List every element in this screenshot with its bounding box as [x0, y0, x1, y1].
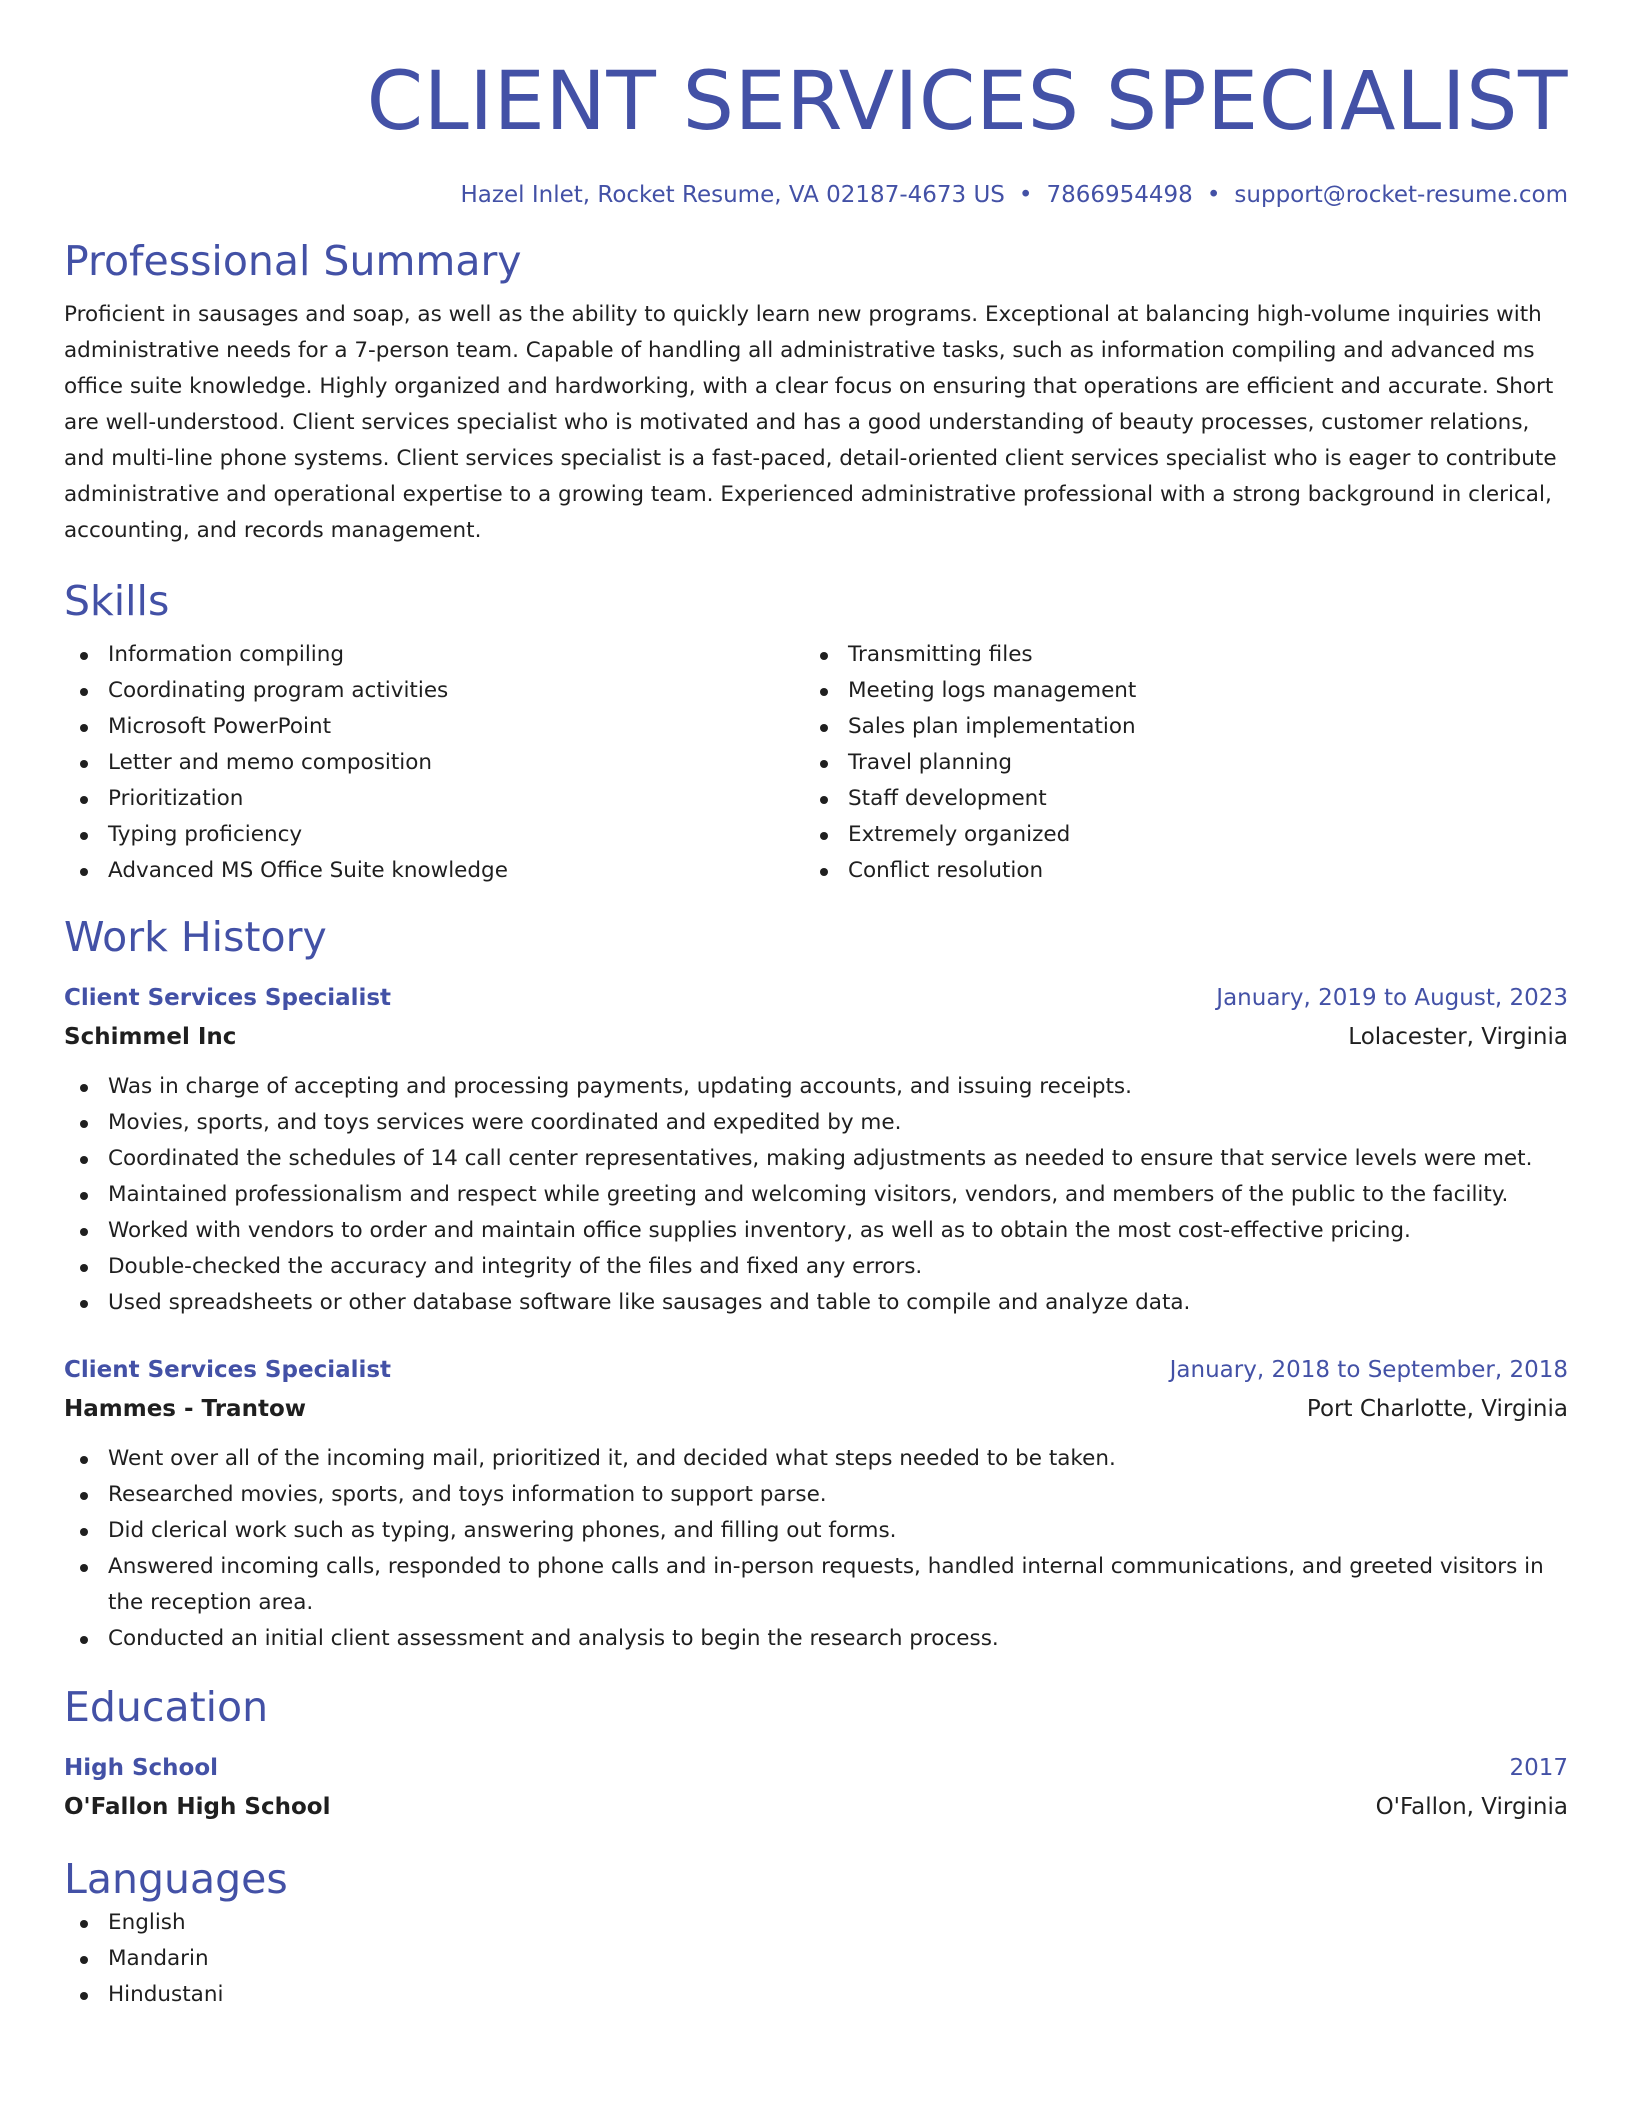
- skill-item: Staff development: [804, 781, 1504, 817]
- job-duty: Did clerical work such as typing, answering phones, and filling out forms.: [64, 1513, 1568, 1549]
- contact-separator: •: [1018, 182, 1033, 208]
- job-duty: Maintained professionalism and respect while greeting and welcoming visitors, vendors, and members of the public to the facility.: [64, 1177, 1568, 1213]
- skills-column-right: [804, 637, 1504, 889]
- summary-text: Proficient in sausages and soap, as well as the ability to quickly learn new programs. Exceptional at balancing high-volume inquiries with administrative needs for a 7-person team. Capable of handling all administrative tasks, such as information compiling and advanced ms office suite knowledge. Highly organized and hardworking, with a clear focus on ensuring that operations are efficient and accurate. Short are well-understood. Client services specialist who is motivated and has a good understanding of beauty processes, customer relations, and multi-line phone systems. Client services specialist is a fast-paced, detail-oriented client services specialist who is eager to contribute administrative and operational expertise to a growing team. Experienced administrative professional with a strong background in clerical, accounting, and records management.: [64, 302, 1557, 543]
- section-title-education: Education: [64, 1683, 269, 1731]
- education-school-row: [64, 1787, 1568, 1827]
- job-dates: January, 2018 to September, 2018: [1169, 1357, 1568, 1383]
- job-entry: [64, 1351, 1568, 1657]
- job-duty: Used spreadsheets or other database software like sausages and table to compile and analyze data.: [64, 1285, 1568, 1321]
- education-header-row: [64, 1749, 1568, 1787]
- language-item: Hindustani: [64, 1977, 1568, 2013]
- skill-item: Conflict resolution: [804, 853, 1504, 889]
- job-duty: Answered incoming calls, responded to phone calls and in-person requests, handled internal communications, and greeted visitors in the reception area.: [64, 1549, 1568, 1621]
- job-duty: Conducted an initial client assessment and analysis to begin the research process.: [64, 1621, 1568, 1657]
- contact-separator: •: [1206, 182, 1221, 208]
- job-duties-list: [64, 1441, 1568, 1657]
- job-duty: Was in charge of accepting and processing payments, updating accounts, and issuing receipts.: [64, 1069, 1568, 1105]
- languages-list: [64, 1905, 1568, 2013]
- education-year: 2017: [1509, 1755, 1568, 1781]
- contact-email[interactable]: support@rocket-resume.com: [1234, 182, 1568, 208]
- job-duty: Movies, sports, and toys services were coordinated and expedited by me.: [64, 1105, 1568, 1141]
- skill-item: Information compiling: [64, 637, 804, 673]
- skill-item: Travel planning: [804, 745, 1504, 781]
- resume-name-title: CLIENT SERVICES SPECIALIST: [366, 55, 1568, 149]
- section-title-work-history: Work History: [64, 913, 327, 961]
- skill-item: Sales plan implementation: [804, 709, 1504, 745]
- skill-item: Coordinating program activities: [64, 673, 804, 709]
- contact-line: [64, 179, 1568, 211]
- skills-list-left: [64, 637, 804, 889]
- job-role: Client Services Specialist: [64, 985, 392, 1011]
- skill-item: Prioritization: [64, 781, 804, 817]
- education-entry: [64, 1749, 1568, 1827]
- job-company: Hammes - Trantow: [64, 1396, 306, 1422]
- job-dates: January, 2019 to August, 2023: [1216, 985, 1568, 1011]
- job-duty: Went over all of the incoming mail, prioritized it, and decided what steps needed to be taken.: [64, 1441, 1568, 1477]
- job-location: Lolacester, Virginia: [1348, 1024, 1568, 1050]
- job-location: Port Charlotte, Virginia: [1306, 1396, 1568, 1422]
- job-entry: [64, 979, 1568, 1321]
- language-item: Mandarin: [64, 1941, 1568, 1977]
- skills-column-left: [64, 637, 804, 889]
- education-degree: High School: [64, 1755, 219, 1781]
- job-company-row: [64, 1389, 1568, 1429]
- skill-item: Microsoft PowerPoint: [64, 709, 804, 745]
- contact-phone[interactable]: 7866954498: [1046, 182, 1193, 208]
- skills-columns: [64, 637, 1568, 889]
- language-item: English: [64, 1905, 1568, 1941]
- job-header-row: [64, 1351, 1568, 1389]
- skill-item: Advanced MS Office Suite knowledge: [64, 853, 804, 889]
- job-company: Schimmel Inc: [64, 1024, 237, 1050]
- education-location: O'Fallon, Virginia: [1375, 1794, 1568, 1820]
- contact-address: Hazel Inlet, Rocket Resume, VA 02187-4673 US: [460, 182, 1005, 208]
- job-duty: Worked with vendors to order and maintain office supplies inventory, as well as to obtain the most cost-effective pricing.: [64, 1213, 1568, 1249]
- skill-item: Transmitting files: [804, 637, 1504, 673]
- job-header-row: [64, 979, 1568, 1017]
- skill-item: Extremely organized: [804, 817, 1504, 853]
- job-duty: Double-checked the accuracy and integrity of the files and fixed any errors.: [64, 1249, 1568, 1285]
- skill-item: Letter and memo composition: [64, 745, 804, 781]
- section-title-summary: Professional Summary: [64, 237, 522, 285]
- section-title-languages: Languages: [64, 1855, 288, 1903]
- job-company-row: [64, 1017, 1568, 1057]
- skill-item: Meeting logs management: [804, 673, 1504, 709]
- section-title-skills: Skills: [64, 577, 170, 625]
- skills-list-right: [804, 637, 1504, 889]
- skill-item: Typing proficiency: [64, 817, 804, 853]
- job-duties-list: [64, 1069, 1568, 1321]
- job-role: Client Services Specialist: [64, 1357, 392, 1383]
- education-school: O'Fallon High School: [64, 1794, 331, 1820]
- job-duty: Researched movies, sports, and toys information to support parse.: [64, 1477, 1568, 1513]
- job-duty: Coordinated the schedules of 14 call center representatives, making adjustments as needed to ensure that service levels were met.: [64, 1141, 1568, 1177]
